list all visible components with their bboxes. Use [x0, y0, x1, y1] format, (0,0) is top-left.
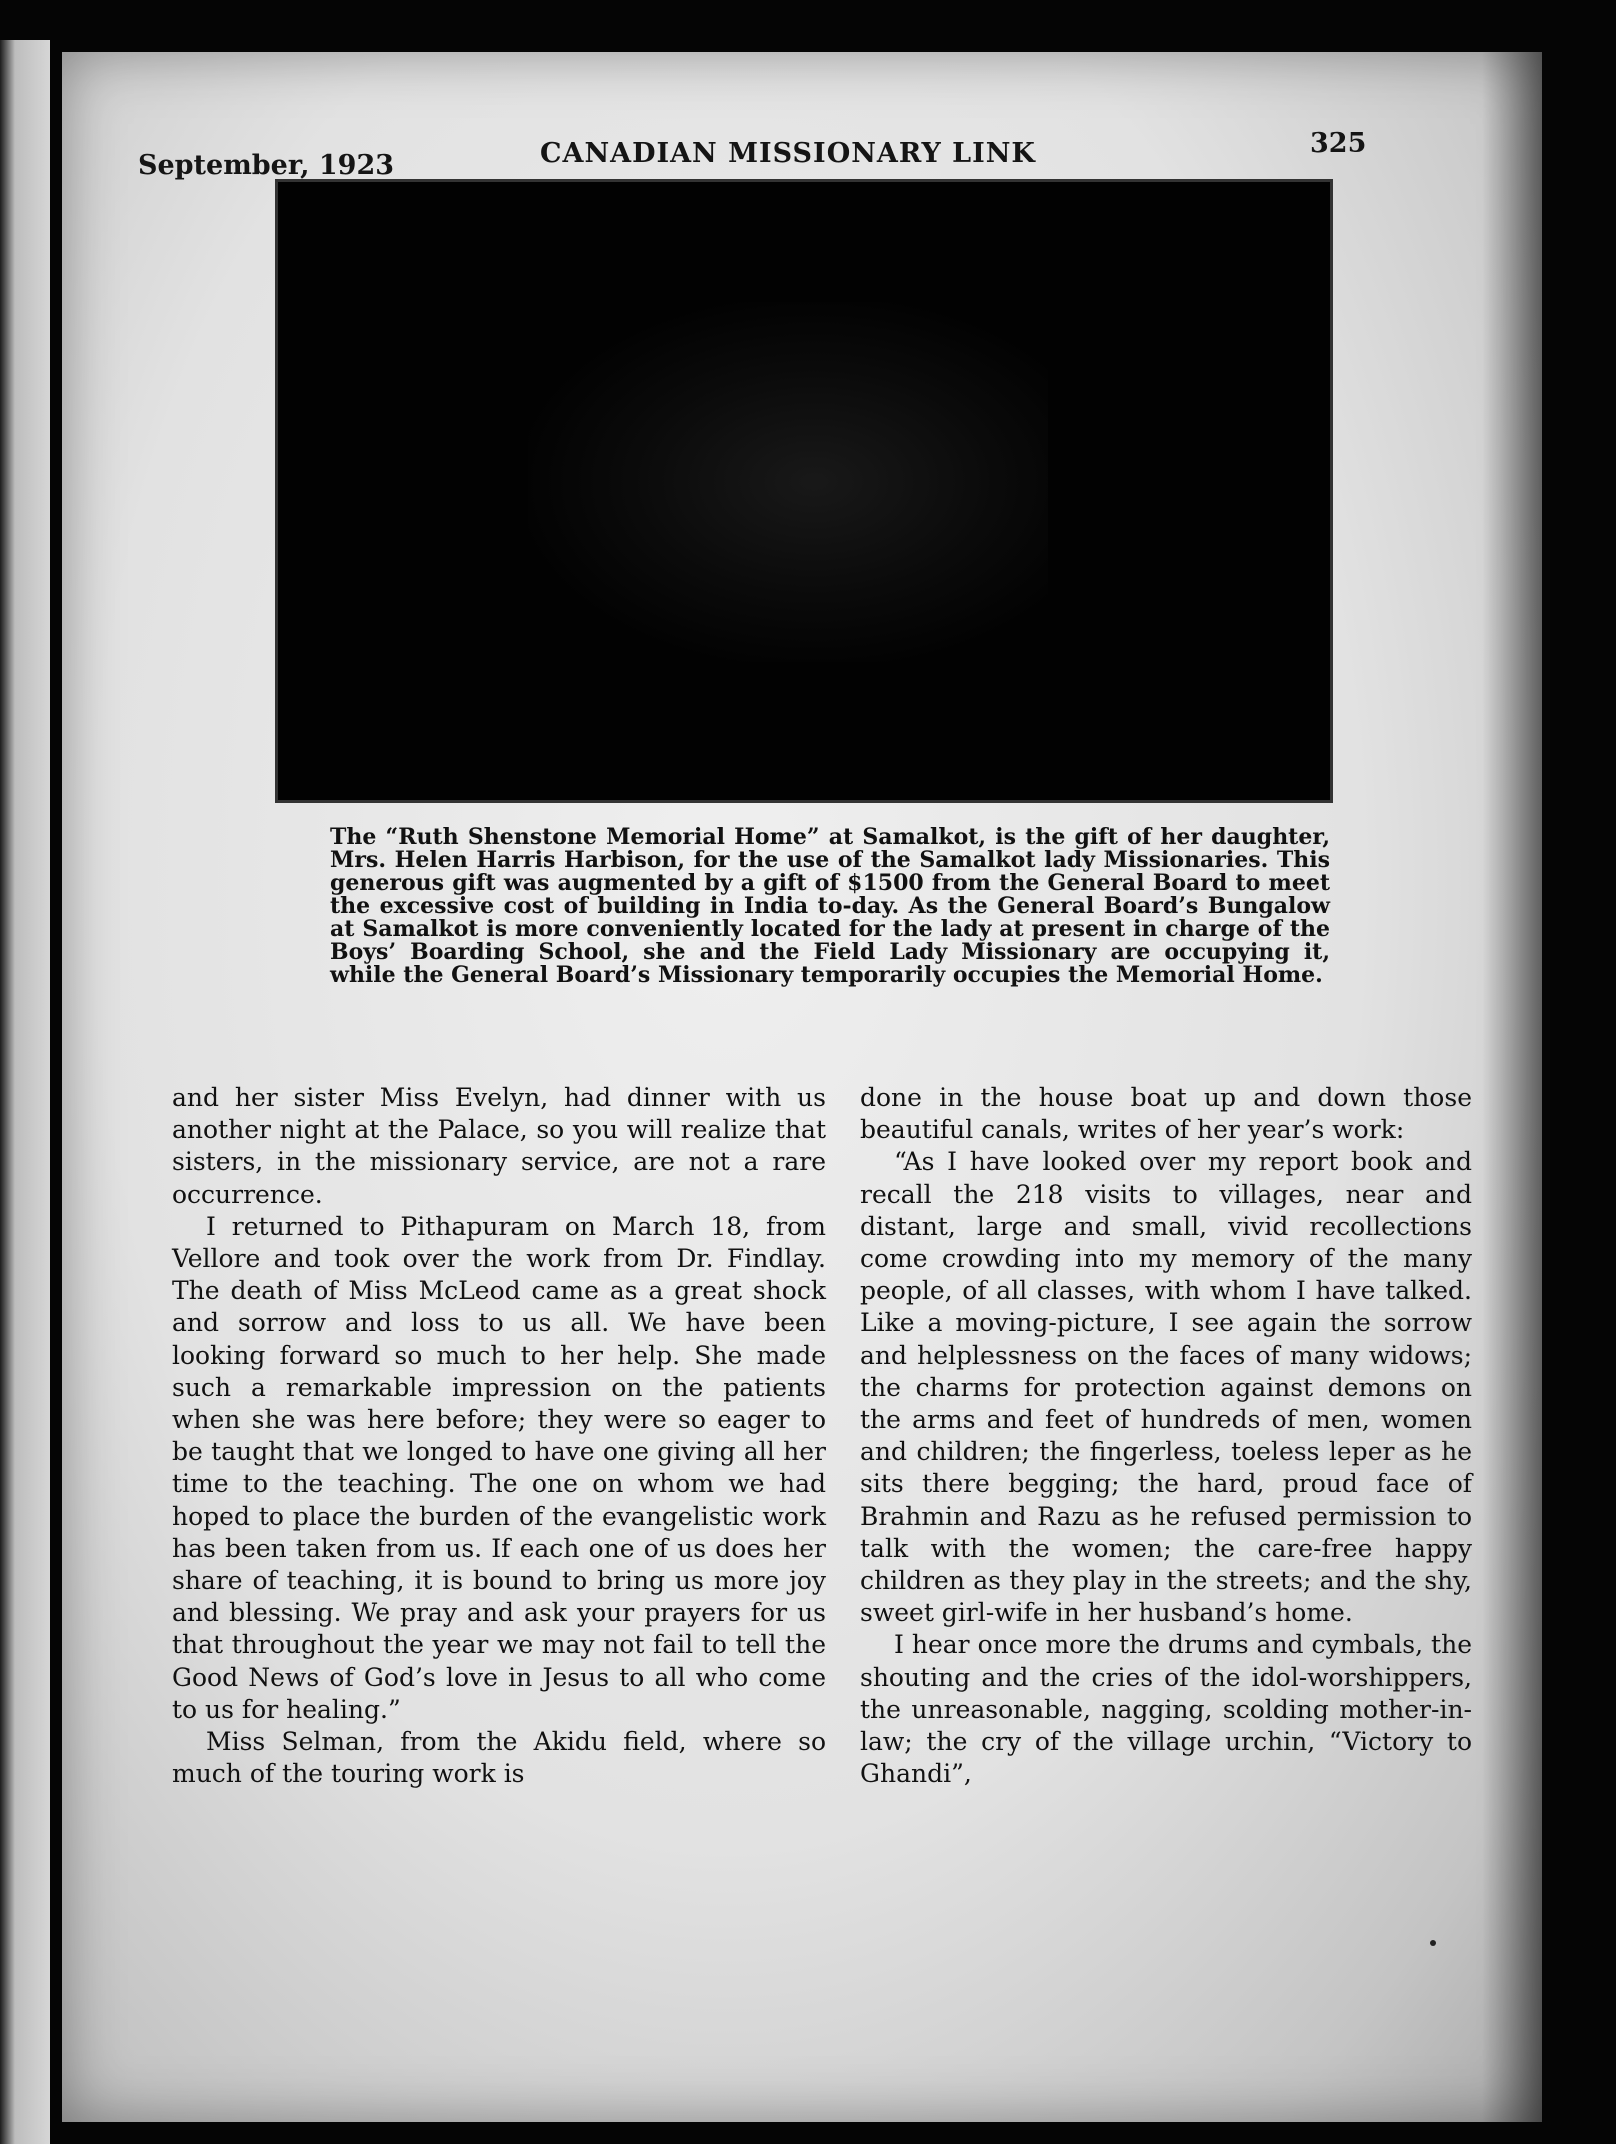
- page-number: 325: [1310, 128, 1367, 159]
- right-text-column: [860, 1082, 1472, 1790]
- adjacent-page-edge: [0, 40, 50, 2144]
- photo-building-silhouette: [528, 302, 1048, 662]
- print-speck: [1430, 1940, 1436, 1946]
- issue-date: September, 1923: [138, 150, 395, 181]
- photo-caption: The “Ruth Shenstone Memorial Home” at Samalkot, is the gift of her daughter, Mrs. Helen Harris Harbison, for the use of the Samalkot lady Missionaries. This generous gift was augmented by a gift of $1500 from the General Board to meet the excessive cost of building in India to-day. As the General Board’s Bungalow at Samalkot is more conveniently located for the lady at present in charge of the Boys’ Boarding School, she and the Field Lady Missionary are occupying it, while the General Board’s Missionary temporarily occupies the Memorial Home.: [330, 824, 1330, 988]
- left-text-column: [172, 1082, 826, 1790]
- paragraph: “As I have looked over my report book and recall the 218 visits to villages, near and distant, large and small, vivid recollections come crowding into my memory of the many people, of all classes, with whom I have talked. Like a moving-picture, I see again the sorrow and helplessness on the faces of many widows; the charms for protection against demons on the arms and feet of hundreds of men, women and children; the fingerless, toeless leper as he sits there begging; the hard, proud face of Brahmin and Razu as he refused permission to talk with the women; the care-free happy children as they play in the streets; and the shy, sweet girl-wife in her husband’s home.: [860, 1147, 1472, 1628]
- paragraph: done in the house boat up and down those beautiful canals, writes of her year’s work:: [860, 1083, 1472, 1145]
- paragraph: I returned to Pithapuram on March 18, from Vellore and took over the work from Dr. Findlay. The death of Miss McLeod came as a great shock and sorrow and loss to us all. We have been looking forward so much to her help. She made such a remarkable impression on the patients when she was here before; they were so eager to be taught that we longed to have one giving all her time to the teaching. The one on whom we had hoped to place the burden of the evangelistic work has been taken from us. If each one of us does her share of teaching, it is bound to bring us more joy and blessing. We pray and ask your prayers for us that throughout the year we may not fail to tell the Good News of God’s love in Jesus to all who come to us for healing.”: [172, 1211, 826, 1724]
- memorial-home-photo: [278, 182, 1330, 800]
- paragraph: I hear once more the drums and cymbals, the shouting and the cries of the idol-worshippers, the unreasonable, nagging, scolding mother-in-law; the cry of the village urchin, “Victory to Ghandi”,: [860, 1630, 1472, 1789]
- paragraph: and her sister Miss Evelyn, had dinner with us another night at the Palace, so you will realize that sisters, in the missionary service, are not a rare occurrence.: [172, 1083, 826, 1209]
- paragraph: Miss Selman, from the Akidu field, where so much of the touring work is: [172, 1727, 826, 1789]
- page-binding-shadow: [1482, 52, 1542, 2122]
- publication-title: CANADIAN MISSIONARY LINK: [540, 138, 1036, 169]
